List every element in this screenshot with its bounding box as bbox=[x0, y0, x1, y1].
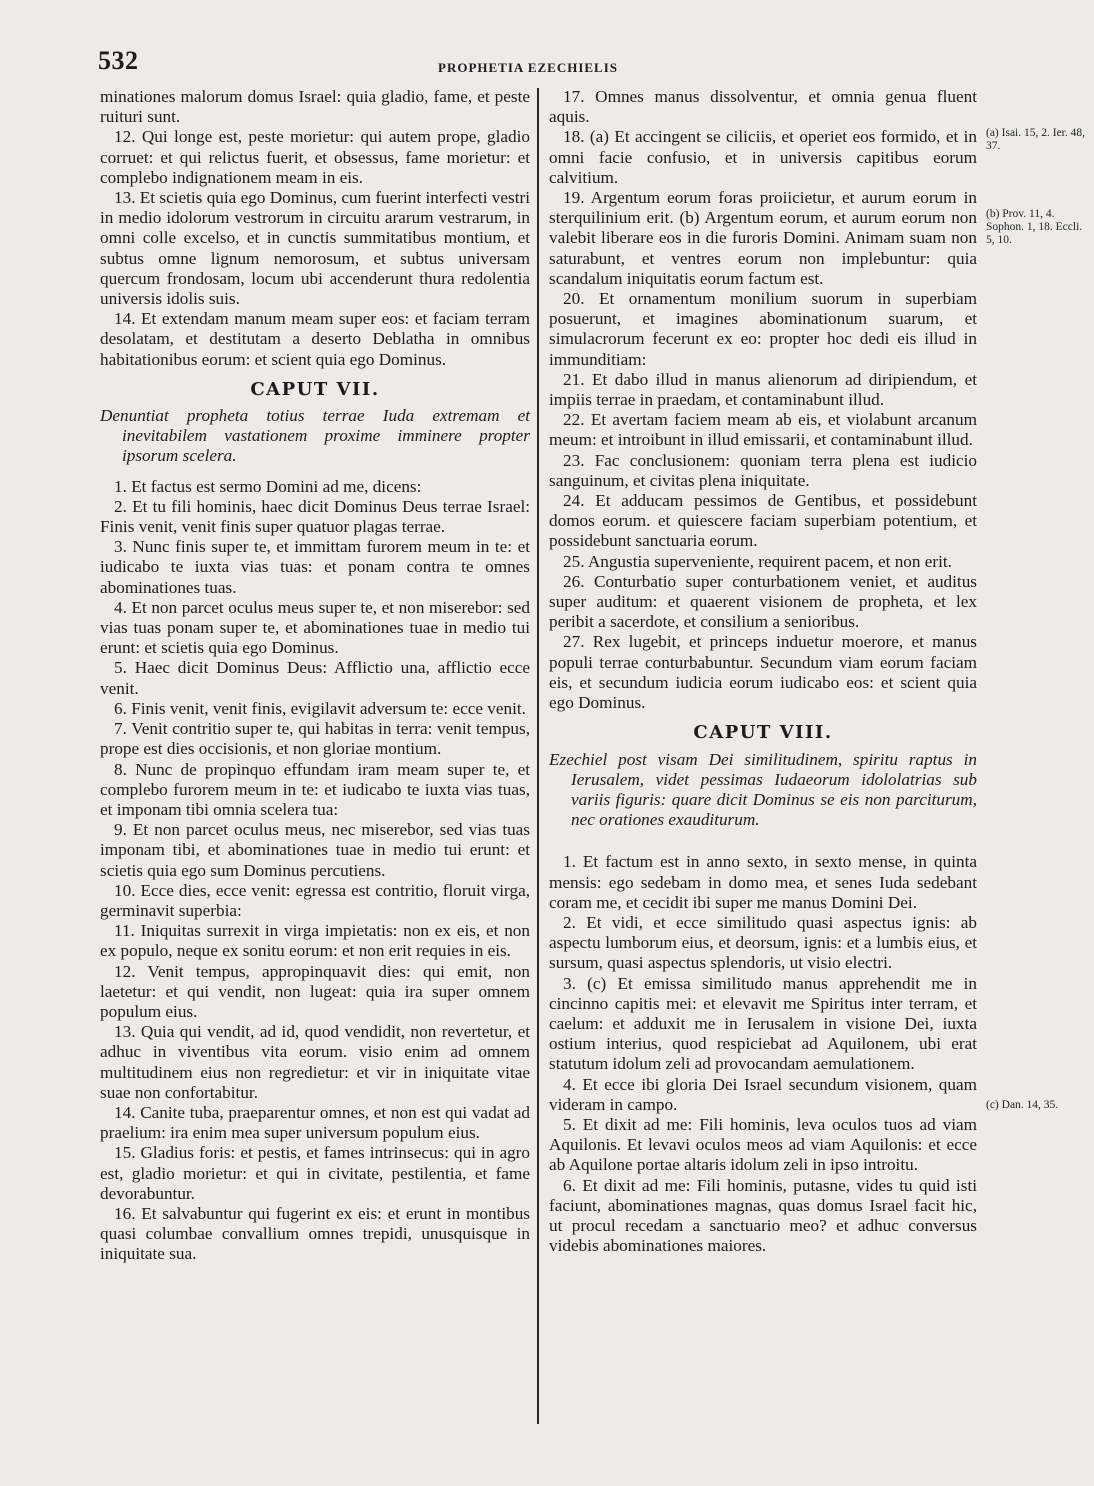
verse: 5. Haec dicit Dominus Deus: Afflictio una, afflictio ecce venit. bbox=[100, 658, 530, 698]
verse: 21. Et dabo illud in manus alienorum ad diripiendum, et impiis terrae in praedam, et contaminabunt illud. bbox=[549, 369, 977, 410]
verse: 17. Omnes manus dissolventur, et omnia genua fluent aquis. bbox=[549, 87, 977, 127]
verse: 7. Venit contritio super te, qui habitas in terra: venit tempus, prope est dies occisionis, et non gloriae montium. bbox=[100, 719, 530, 759]
verse: 2. Et vidi, et ecce similitudo quasi aspectus ignis: ab aspectu lumborum eius, et deorsum, ignis: et a lumbis eius, et sursum, quasi aspectus splendoris, ut visio electri. bbox=[549, 912, 977, 973]
marginal-note-b: (b) Prov. 11, 4. Sophon. 1, 18. Eccli. 5, 10. bbox=[986, 208, 1083, 246]
verse: 3. (c) Et emissa similitudo manus apprehendit me in cincinno capitis mei: et elevavit me Spiritus inter terram, et caelum: et adduxit me in Ierusalem in visione Dei, iuxta ostium interius, quod respiciebat ad Aquilonem, ubi erat statutum idolum zeli ad provocandam aemulationem. bbox=[549, 973, 977, 1074]
verse: 23. Fac conclusionem: quoniam terra plena est iudicio sanguinum, et civitas plena iniquitate. bbox=[549, 450, 977, 490]
right-column bbox=[549, 87, 977, 1256]
verse: 22. Et avertam faciem meam ab eis, et violabunt arcanum meum: et introibunt in illud emissarii, et contaminabunt illud. bbox=[549, 410, 977, 450]
chapter-summary: Ezechiel post visam Dei similitudinem, spiritu raptus in Ierusalem, videt pessimas Iudaeorum idololatrias sub variis figuris: quare dicit Dominus se eis non parciturum, nec orationes exauditurum. bbox=[549, 749, 977, 830]
verse: 14. Canite tuba, praeparentur omnes, et non est qui vadat ad praelium: ira enim mea super universum populum eius. bbox=[100, 1102, 530, 1143]
verse: 6. Et dixit ad me: Fili hominis, putasne, vides tu quid isti faciunt, abominationes magnas, quas domus Israel facit hic, ut procul recedam a sanctuario meo? et adhuc conversus videbis abominationes maiores. bbox=[549, 1175, 977, 1256]
verse: 16. Et salvabuntur qui fugerint ex eis: et erunt in montibus quasi columbae convallium omnes trepidi, unusquisque in iniquitate sua. bbox=[100, 1203, 530, 1264]
chapter-heading: CAPUT VIII. bbox=[693, 722, 833, 744]
verse: 26. Conturbatio super conturbationem veniet, et auditus super auditum: et quaerent visionem de propheta, et lex peribit a sacerdote, et consilium a senioribus. bbox=[549, 571, 977, 632]
verse: 14. Et extendam manum meam super eos: et faciam terram desolatam, et destitutam a deserto Deblatha in omnibus habitationibus eorum: et scient quia ego Dominus. bbox=[100, 309, 530, 369]
verse: 1. Et factum est in anno sexto, in sexto mense, in quinta mensis: ego sedebam in domo mea, et senes Iuda sedebant coram me, et cecidit ibi super me manus Domini Dei. bbox=[549, 852, 977, 912]
verse: 3. Nunc finis super te, et immittam furorem meum in te: et iudicabo te iuxta vias tuas: et ponam contra te omnes abominationes tuas. bbox=[100, 537, 530, 597]
running-title: PROPHETIA EZECHIELIS bbox=[438, 60, 619, 75]
verse: 5. Et dixit ad me: Fili hominis, leva oculos tuos ad viam Aquilonis. Et levavi oculos meos ad viam Aquilonis: et ecce ab Aquilone portae altaris idolum zeli in ipso introitu. bbox=[549, 1114, 977, 1175]
verse: 27. Rex lugebit, et princeps induetur moerore, et manus populi terrae conturbabuntur. Secundum viam eorum faciam eis, et secundum iudicia eorum iudicabo eos: et scient quia ego Dominus. bbox=[549, 632, 977, 713]
verse: 10. Ecce dies, ecce venit: egressa est contritio, floruit virga, germinavit superbia: bbox=[100, 880, 530, 920]
verse: 25. Angustia superveniente, requirent pacem, et non erit. bbox=[563, 551, 952, 571]
verse: 13. Quia qui vendit, ad id, quod vendidit, non revertetur, et adhuc in viventibus vita eorum. visio enim ad omnem multitudinem eius non regredietur: et vir in iniquitate vitae suae non confortabitur. bbox=[100, 1022, 530, 1102]
spacer bbox=[549, 840, 977, 852]
verse: 15. Gladius foris: et pestis, et fames intrinsecus: qui in agro est, gladio morietur: et qui in civitate, pestilentia, et fame devorabuntur. bbox=[100, 1143, 530, 1203]
chapter-heading: CAPUT VII. bbox=[250, 378, 380, 400]
verse: 1. Et factus est sermo Domini ad me, dicens: bbox=[114, 476, 422, 496]
page-number: 532 bbox=[98, 46, 139, 75]
verse: 24. Et adducam pessimos de Gentibus, et possidebunt domos eorum. et quiescere faciam superbiam potentium, et possidebunt sanctuaria eorum. bbox=[549, 491, 977, 551]
verse: 9. Et non parcet oculus meus, nec miserebor, sed vias tuas imponam tibi, et abominationes tuae in medio tui erunt: et scietis quia ego sum Dominus percutiens. bbox=[100, 820, 530, 880]
verse: 4. Et non parcet oculus meus super te, et non miserebor: sed vias tuas ponam super te, et abominationes tuae in medio tui erunt: et scietis quia ego Dominus. bbox=[100, 597, 530, 658]
verse: 12. Qui longe est, peste morietur: qui autem prope, gladio corruet: et qui relictus fuerit, et obsessus, fame morietur: et complebo indignationem meam in eis. bbox=[100, 127, 530, 187]
chapter-summary: Denuntiat propheta totius terrae Iuda extremam et inevitabilem vastationem proxime imminere propter ipsorum scelera. bbox=[100, 406, 530, 466]
verse: 11. Iniquitas surrexit in virga impietatis: non ex eis, et non ex populo, neque ex sonitu eorum: et non erit requies in eis. bbox=[100, 921, 530, 961]
verse: 8. Nunc de propinquo effundam iram meam super te, et complebo furorem meum in te: et iudicabo te iuxta vias tuas, et imponam tibi omnia scelera tua: bbox=[100, 759, 530, 819]
verse: 20. Et ornamentum monilium suorum in superbiam posuerunt, et imagines abominationum suarum, et simulacrorum fecerunt ex eo: propter hoc dedi eis illud in immunditiam: bbox=[549, 289, 977, 369]
column-divider bbox=[537, 88, 539, 1424]
verse: 19. Argentum eorum foras proiicietur, et aurum eorum in sterquilinium erit. (b) Argentum eorum, et aurum eorum non valebit liberare eos in die furoris Domini. Animam suam non saturabunt, et ventres eorum non implebuntur: quia scandalum iniquitatis eorum factum est. bbox=[549, 188, 977, 288]
marginal-note-c: (c) Dan. 14, 35. bbox=[986, 1099, 1059, 1111]
verse: 13. Et scietis quia ego Dominus, cum fuerint interfecti vestri in medio idolorum vestrorum in circuitu ararum vestrarum, in omni colle excelso, et in cunctis summitatibus montium, et subtus omne lignum nemorosum, et subtus universam quercum frondosam, locum ubi accenderunt thura redolentia universis idolis suis. bbox=[100, 188, 530, 309]
verse: 4. Et ecce ibi gloria Dei Israel secundum visionem, quam videram in campo. bbox=[549, 1074, 977, 1114]
continuation-text: minationes malorum domus Israel: quia gladio, fame, et peste ruituri sunt. bbox=[100, 87, 530, 127]
verse: 2. Et tu fili hominis, haec dicit Dominus Deus terrae Israel: Finis venit, venit finis super quatuor plagas terrae. bbox=[100, 496, 530, 537]
left-column bbox=[100, 87, 530, 1265]
verse: 18. (a) Et accingent se ciliciis, et operiet eos formido, et in omni facie confusio, et in universis capitibus eorum calvitium. bbox=[549, 127, 977, 187]
verse: 12. Venit tempus, appropinquavit dies: qui emit, non laetetur: et qui vendit, non lugeat: quia ira super omnem populum eius. bbox=[100, 961, 530, 1021]
marginal-note-a: (a) Isai. 15, 2. Ier. 48, 37. bbox=[986, 127, 1085, 152]
verse: 6. Finis venit, venit finis, evigilavit adversum te: ecce venit. bbox=[114, 698, 526, 718]
